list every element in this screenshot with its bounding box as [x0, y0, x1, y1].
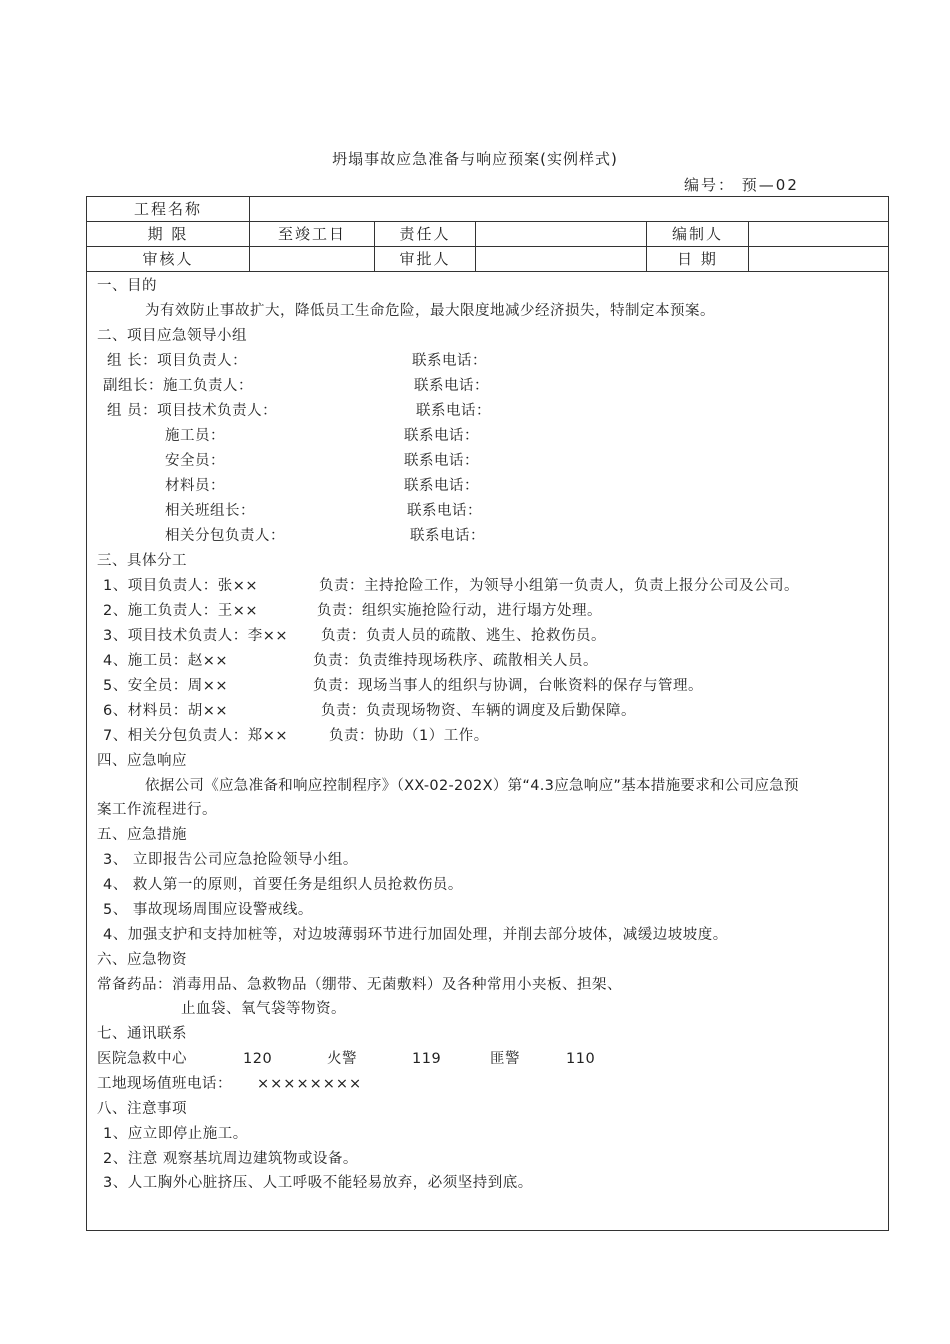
responsible-field[interactable]: [482, 222, 642, 246]
duty-phone-value: ××××××××: [257, 1076, 363, 1092]
police-label: 匪警: [490, 1051, 520, 1067]
division-duty: 负责：负责人员的疏散、逃生、抢救伤员。: [321, 628, 606, 644]
response-text-line2: 案工作流程进行。: [97, 802, 217, 818]
section-heading-measures: 五、应急措施: [97, 827, 187, 843]
leader-role: 组 长：项目负责人：: [107, 353, 248, 369]
compiler-field[interactable]: [755, 222, 885, 246]
police-number: 110: [566, 1051, 596, 1067]
division-duty: 负责：组织实施抢险行动，进行塌方处理。: [317, 603, 602, 619]
safety-officer-role: 安全员：: [165, 453, 225, 469]
supplies-text-line1: 常备药品：消毒用品、急救物品（绷带、无菌敷料）及各种常用小夹板、担架、: [97, 977, 622, 993]
measure-item: 4、 救人第一的原则，首要任务是组织人员抢救伤员。: [103, 877, 463, 893]
division-who: 6、材料员：胡××: [103, 703, 229, 719]
materials-officer-phone: 联系电话：: [404, 478, 479, 494]
table-rule: [748, 221, 749, 271]
construction-worker-phone: 联系电话：: [404, 428, 479, 444]
division-who: 3、项目技术负责人：李××: [103, 628, 289, 644]
approver-label: 审批人: [399, 250, 451, 268]
division-duty: 负责：负责现场物资、车辆的调度及后勤保障。: [321, 703, 636, 719]
division-who: 7、相关分包负责人：郑××: [103, 728, 289, 744]
deputy-role: 副组长：施工负责人：: [103, 378, 253, 394]
section-heading-notes: 八、注意事项: [97, 1101, 187, 1117]
approver-field[interactable]: [482, 247, 642, 271]
deputy-phone: 联系电话：: [414, 378, 489, 394]
subcontractor-phone: 联系电话：: [410, 528, 485, 544]
fire-label: 火警: [327, 1051, 357, 1067]
measure-item: 5、 事故现场周围应设警戒线。: [103, 902, 313, 918]
document-title: 坍塌事故应急准备与响应预案(实例样式): [332, 150, 618, 168]
hospital-label: 医院急救中心: [97, 1051, 187, 1067]
safety-officer-phone: 联系电话：: [404, 453, 479, 469]
responsible-label: 责任人: [399, 225, 451, 243]
materials-officer-role: 材料员：: [165, 478, 225, 494]
hospital-number: 120: [243, 1051, 273, 1067]
member-role: 组 员：项目技术负责人：: [107, 403, 278, 419]
note-item: 3、人工胸外心脏挤压、人工呼吸不能轻易放弃，必须坚持到底。: [103, 1175, 533, 1191]
date-field[interactable]: [755, 247, 885, 271]
response-text-line1: 依据公司《应急准备和响应控制程序》（XX-02-202X）第“4.3应急响应”基本措施要求和公司应急预: [145, 778, 799, 794]
construction-worker-role: 施工员：: [165, 428, 225, 444]
division-who: 1、项目负责人：张××: [103, 578, 259, 594]
document-number-label: 编号：: [684, 176, 736, 194]
subcontractor-role: 相关分包负责人：: [165, 528, 285, 544]
supplies-text-line2: 止血袋、氧气袋等物资。: [181, 1001, 346, 1017]
measure-item: 4、加强支护和支持加桩等，对边坡薄弱环节进行加固处理，并削去部分坡体，减缓边坡坡度。: [103, 927, 728, 943]
project-name-field[interactable]: [257, 197, 877, 221]
section-heading-supplies: 六、应急物资: [97, 952, 187, 968]
note-item: 1、应立即停止施工。: [103, 1126, 248, 1142]
reviewer-field[interactable]: [257, 247, 369, 271]
team-leader-phone: 联系电话：: [407, 503, 482, 519]
division-duty: 负责：主持抢险工作，为领导小组第一负责人，负责上报分公司及公司。: [319, 578, 799, 594]
section-heading-contacts: 七、通讯联系: [97, 1026, 187, 1042]
document-number: [684, 174, 799, 195]
team-leader-role: 相关班组长：: [165, 503, 255, 519]
period-label: 期 限: [147, 225, 189, 243]
date-label: 日 期: [677, 250, 718, 268]
leader-phone: 联系电话：: [412, 353, 487, 369]
reviewer-label: 审核人: [142, 250, 194, 268]
table-rule: [475, 221, 476, 271]
document-number-value: 预—02: [741, 176, 799, 194]
compiler-label: 编制人: [671, 225, 723, 243]
division-who: 2、施工负责人：王××: [103, 603, 259, 619]
section-heading-purpose: 一、目的: [97, 278, 157, 294]
division-duty: 负责：负责维持现场秩序、疏散相关人员。: [313, 653, 598, 669]
purpose-text: 为有效防止事故扩大，降低员工生命危险，最大限度地减少经济损失，特制定本预案。: [145, 303, 715, 319]
division-duty: 负责：协助（1）工作。: [329, 728, 489, 744]
note-item: 2、注意 观察基坑周边建筑物或设备。: [103, 1151, 358, 1167]
completion-label: 至竣工日: [277, 225, 346, 243]
project-name-label: 工程名称: [133, 200, 202, 218]
fire-number: 119: [412, 1051, 442, 1067]
member-phone: 联系电话：: [416, 403, 491, 419]
division-duty: 负责：现场当事人的组织与协调，台帐资料的保存与管理。: [313, 678, 703, 694]
section-heading-response: 四、应急响应: [97, 753, 187, 769]
division-who: 4、施工员：赵××: [103, 653, 229, 669]
plan-form: [86, 196, 889, 1231]
section-heading-leadership: 二、项目应急领导小组: [97, 328, 247, 344]
section-heading-division: 三、具体分工: [97, 553, 187, 569]
measure-item: 3、 立即报告公司应急抢险领导小组。: [103, 852, 358, 868]
division-who: 5、安全员：周××: [103, 678, 229, 694]
duty-phone-label: 工地现场值班电话：: [97, 1076, 232, 1092]
table-rule: [87, 271, 888, 272]
